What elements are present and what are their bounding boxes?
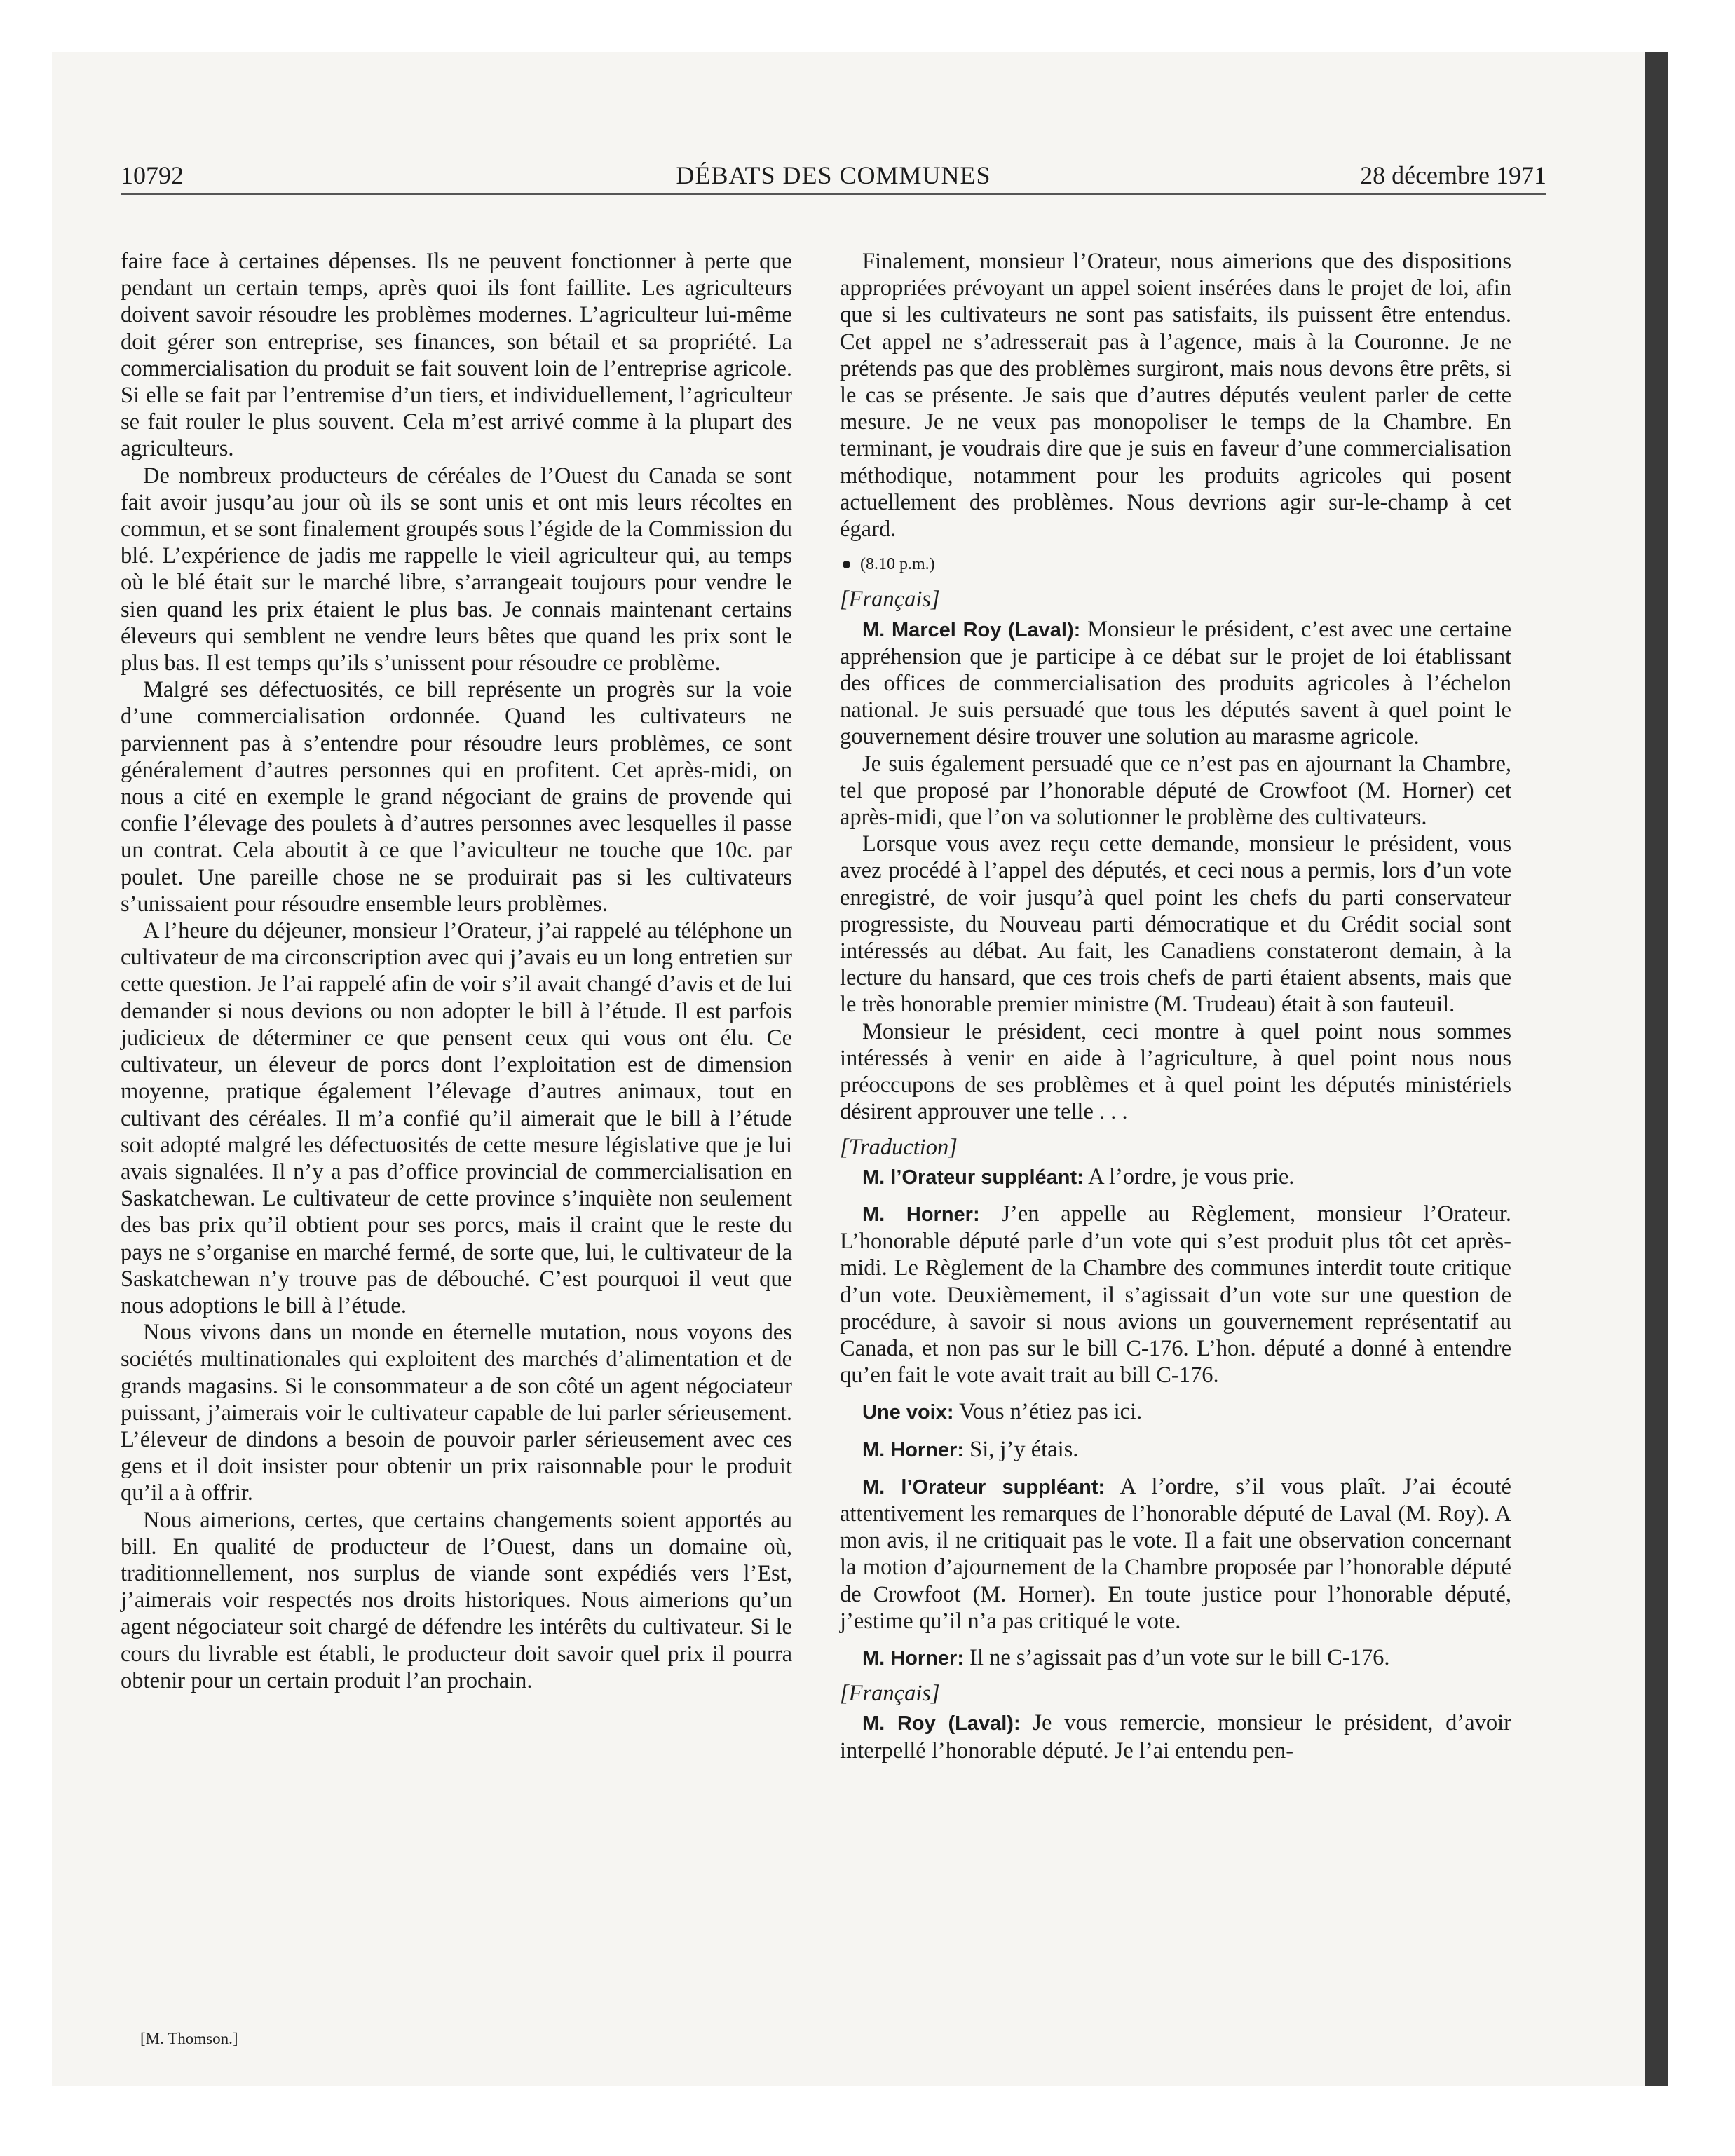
speech <box>840 1164 1511 1191</box>
language-tag: [Français] <box>840 587 940 613</box>
speech <box>840 1398 1511 1426</box>
footer-attribution: [M. Thomson.] <box>140 2030 238 2047</box>
speaker-name: M. Marcel Roy (Laval): <box>862 618 1081 641</box>
speaker-name: Une voix: <box>862 1401 954 1424</box>
paragraph: faire face à certaines dépenses. Ils ne peuvent fonctionner à perte que pendant un certain temps, après quoi ils font faillite. Les agriculteurs doivent savoir résoudre les problèmes modernes. L’agriculteur lui-même doit gérer son entreprise, ses finances, son bétail et sa propriété. La commercialisation du produit se fait souvent loin de l’entreprise agricole. Si elle se fait par l’entremise d’un tiers, et individuellement, l’agriculteur se fait rouler le plus souvent. Cela m’est arrivé comme à la plupart des agriculteurs. <box>121 249 792 462</box>
language-tag: [Traduction] <box>840 1134 958 1160</box>
language-tag: [Français] <box>840 1681 940 1707</box>
time-text: (8.10 p.m.) <box>860 555 935 574</box>
speech-text: Monsieur le président, c’est avec une certaine appréhension que je participe à ce débat sur le projet de loi établissant des offices de commercialisation des produits agricoles à l’échelon national. Je suis persuadé que tous les députés savent à quel point le gouvernement désire trouver une solution au marasme agricole. <box>840 616 1511 750</box>
speech <box>840 1436 1511 1464</box>
speaker-name: M. Horner: <box>862 1646 964 1670</box>
paragraph: Nous vivons dans un monde en éternelle mutation, nous voyons des sociétés multinationales qui exploitent des marchés d’alimentation et de grands magasins. Si le consommateur a de son côté un agent négociateur puissant, j’aimerais voir le cultivateur capable de lui parler sérieusement. L’éleveur de dindons a besoin de pouvoir parler sérieusement avec ces gens et il doit insister pour obtenir un prix raisonnable pour le produit qu’il a à offrir. <box>121 1320 792 1506</box>
speech-text: Vous n’étiez pas ici. <box>953 1399 1143 1425</box>
paragraph: Monsieur le président, ceci montre à quel point nous sommes intéressés à venir en aide à l’agriculture, à quel point nous nous préoccupons de ses problèmes et à quel point les députés ministériels désirent approuver une telle . . . <box>840 1018 1511 1125</box>
speech-text: Si, j’y étais. <box>964 1436 1079 1462</box>
left-column <box>121 248 792 1694</box>
speaker-name: M. Horner: <box>862 1203 980 1226</box>
page-header <box>121 157 1546 195</box>
paragraph: Je suis également persuadé que ce n’est pas en ajournant la Chambre, tel que proposé par l’honorable député de Crowfoot (M. Horner) cet après-midi, que l’on va solutionner le problème des cultivateurs. <box>840 751 1511 831</box>
paragraph: Malgré ses défectuosités, ce bill représente un progrès sur la voie d’une commercialisation ordonnée. Quand les cultivateurs ne parviennent pas à s’entendre pour résoudre leurs problèmes, ce sont généralement d’autres personnes qui en profitent. Cet après-midi, on nous a cité en exemple le grand négociant de grains de provende qui confie l’élevage des poulets à d’autres personnes avec lesquelles il passe un contrat. Cela aboutit à ce que l’aviculteur ne touche que 10c. par poulet. Une pareille chose ne se produirait pas si les cultivateurs s’unissaient pour résoudre ensemble leurs problèmes. <box>121 677 792 917</box>
paragraph: Lorsque vous avez reçu cette demande, monsieur le président, vous avez procédé à l’appel des députés, et ceci nous a permis, lors d’un vote enregistré, de voir jusqu’à quel point les chefs du parti conservateur progressiste, du Nouveau parti démocratique et du Crédit social sont intéressés au débat. Au fait, les Canadiens constateront demain, à la lecture du hansard, que ces trois chefs de parti étaient absents, mais que le très honorable premier ministre (M. Trudeau) était à son fauteuil. <box>840 831 1511 1018</box>
speech-text: Je vous remercie, monsieur le président, d’avoir interpellé l’honorable député. Je l’ai entendu pen- <box>840 1710 1512 1763</box>
paragraph: Nous aimerions, certes, que certains changements soient apportés au bill. En qualité de producteur de l’Ouest, dans un domaine où, traditionnellement, nos surplus de viande sont expédiés vers l’Est, j’aimerais voir respectés nos droits historiques. Nous aimerions qu’un agent négociateur soit chargé de défendre les intérêts du cultivateur. Si le cours du livrable est établi, le producteur doit savoir quel prix il pourra obtenir pour un certain produit l’an prochain. <box>121 1507 792 1693</box>
speaker-name: M. l’Orateur suppléant: <box>862 1166 1084 1189</box>
speech <box>840 1644 1511 1672</box>
speech-text: Il ne s’agissait pas d’un vote sur le bill C-176. <box>964 1644 1390 1670</box>
speaker-name: M. Horner: <box>862 1438 964 1461</box>
speech <box>840 1473 1511 1635</box>
right-column <box>840 248 1511 1764</box>
speech-text: A l’ordre, s’il vous plaît. J’ai écouté attentivement les remarques de l’honorable député de Laval (M. Roy). A mon avis, il ne critiquait pas le vote. Il a fait une observation concernant la motion d’ajournement de la Chambre proposée par l’honorable député de Crowfoot (M. Horner). En toute justice pour l’honorable député, j’estime qu’il n’a pas critiqué le vote. <box>840 1473 1511 1634</box>
page-number: 10792 <box>121 161 184 189</box>
bullet-icon <box>843 561 850 568</box>
speech <box>840 616 1511 751</box>
speech-text: A l’ordre, je vous prie. <box>1083 1164 1295 1189</box>
speaker-name: M. Roy (Laval): <box>862 1712 1021 1735</box>
speech-text: J’en appelle au Règlement, monsieur l’Orateur. L’honorable député parle d’un vote qui s’est produit plus tôt cet après-midi. Le Règlement de la Chambre des communes interdit toute critique d’un vote. Deuxièmement, il s’agissait d’un vote sur une question de procédure, à savoir si nous avions un gouvernement représentatif au Canada, et non pas sur le bill C-176. L’hon. député a donné à entendre qu’en fait le vote avait trait au bill C-176. <box>840 1201 1511 1389</box>
scan-edge <box>1645 52 1668 2086</box>
speech <box>840 1201 1511 1389</box>
paragraph: A l’heure du déjeuner, monsieur l’Orateur, j’ai rappelé au téléphone un cultivateur de ma circonscription avec qui j’avais eu un long entretien sur cette question. Je l’ai rappelé afin de voir s’il avait changé d’avis et de lui demander si nous devions ou non adopter le bill à l’étude. Il est parfois judicieux de déterminer ce que pensent ceux qui vous ont élu. Ce cultivateur, un éleveur de porcs dont l’exploitation est de dimension moyenne, pratique également l’élevage d’autres animaux, tout en cultivant des céréales. Il m’a confié qu’il aimerait que le bill à l’étude soit adopté malgré les défectuosités de cette mesure législative que je lui avais signalées. Il n’y a pas d’office provincial de commercialisation en Saskatchewan. Le cultivateur de cette province s’inquiète non seulement des bas prix qu’il obtient pour ses porcs, mais il craint que le reste du pays ne s’organise en marché fermé, de sorte que, lui, le cultivateur de la Saskatchewan n’y trouve pas de débouché. C’est pourquoi il veut que nous adoptions le bill à l’étude. <box>121 918 792 1318</box>
page-title: DÉBATS DES COMMUNES <box>676 161 991 189</box>
paragraph: Finalement, monsieur l’Orateur, nous aimerions que des dispositions appropriées prévoyant un appel soient insérées dans le projet de loi, afin que si les cultivateurs ne sont pas satisfaits, ils puissent être entendus. Cet appel ne s’adresserait pas à l’agence, mais à la Couronne. Je ne prétends pas que des problèmes surgiront, mais nous devons être prêts, si le cas se présente. Je sais que d’autres députés veulent parler de cette mesure. Je ne veux pas monopoliser le temps de la Chambre. En terminant, je voudrais dire que je suis en faveur d’une commercialisation méthodique, notamment pour les produits agricoles qui posent actuellement des problèmes. Nous devrions agir sur-le-champ à cet égard. <box>840 249 1511 543</box>
time-marker <box>840 551 1511 578</box>
paragraph: De nombreux producteurs de céréales de l’Ouest du Canada se sont fait avoir jusqu’au jour où ils se sont unis et ont mis leurs récoltes en commun, et se sont finalement groupés sous l’égide de la Commission du blé. L’expérience de jadis me rappelle le vieil agriculteur qui, au temps où le blé était sur le marché libre, s’arrangeait toujours pour vendre le sien quand les prix étaient le plus bas. Je connais maintenant certains éleveurs qui semblent ne vendre leurs bêtes que quand les prix sont le plus bas. Il est temps qu’ils s’unissent pour résoudre ce problème. <box>121 463 792 676</box>
page-date: 28 décembre 1971 <box>1360 161 1546 189</box>
speaker-name: M. l’Orateur suppléant: <box>862 1475 1105 1499</box>
speech <box>840 1710 1511 1763</box>
